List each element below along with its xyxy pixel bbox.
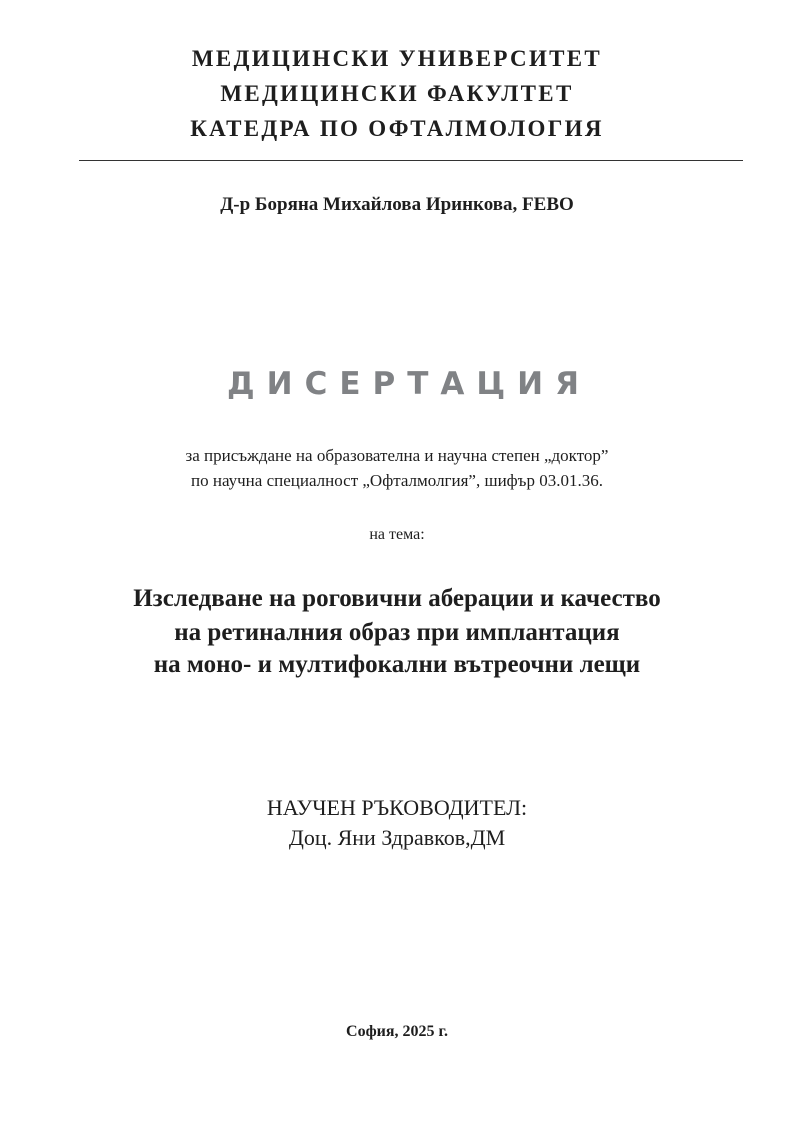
- author-name: Д-р Боряна Михайлова Иринкова, FEBO: [220, 194, 574, 215]
- faculty-name: МЕДИЦИНСКИ ФАКУЛТЕТ: [220, 81, 574, 106]
- topic-line-2: на ретиналния образ при имплантация: [174, 619, 620, 646]
- place-and-date: София, 2025 г.: [346, 1023, 448, 1040]
- topic-line-3: на моно- и мултифокални вътреочни лещи: [153, 651, 641, 678]
- supervisor-heading: НАУЧЕН РЪКОВОДИТЕЛ:: [266, 795, 528, 820]
- document-type-title: ДИСЕРТАЦИЯ: [227, 366, 591, 402]
- topic-line-1: Изследване на роговични аберации и качество: [133, 585, 661, 612]
- university-name: МЕДИЦИНСКИ УНИВЕРСИТЕТ: [191, 46, 603, 71]
- purpose-line-1: за присъждане на образователна и научна степен „доктор”: [185, 446, 609, 465]
- header-divider: [79, 160, 743, 161]
- department-name: КАТЕДРА ПО ОФТАЛМОЛОГИЯ: [190, 116, 604, 141]
- purpose-line-2: по научна специалност „Офталмолгия”, шифър 03.01.36.: [191, 471, 603, 490]
- topic-label: на тема:: [369, 526, 425, 543]
- supervisor-name: Доц. Яни Здравков,ДМ: [288, 825, 506, 850]
